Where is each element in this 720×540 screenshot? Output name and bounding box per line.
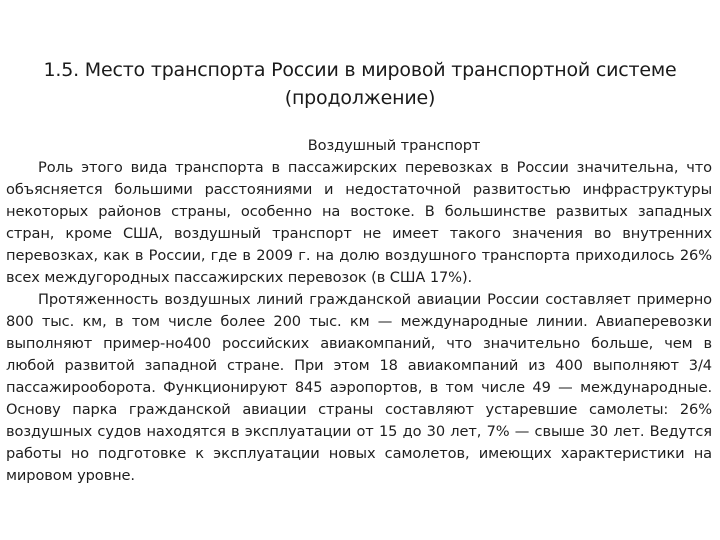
section-subheading: Воздушный транспорт bbox=[307, 137, 481, 154]
paragraph-length: Протяженность воздушных линий гражданской авиации России составляет примерно 800 тыс. км, в том числе более 200 тыс. км — международные линии. Авиаперевозки выполняют пример-но400 российских авиакомпаний, что значительно больше, чем в любой развитой западной стране. При этом 18 авиакомпаний из 400 выполняют 3/4 пассажирооборота. Функционируют 845 аэропортов, в том числе 49 — международные. Основу парка гражданской авиации страны составляют устаревшие самолеты: 26% воздушных судов находятся в эксплуатации от 15 до 30 лет, 7% — свыше 30 лет. Ведутся работы но подготовке к эксплуатации новых самолетов, имеющих характеристики на мировом уровне. bbox=[6, 291, 712, 484]
slide-content bbox=[6, 135, 712, 487]
paragraph-role: Роль этого вида транспорта в пассажирских перевозках в России значительна, что объясняется большими расстояниями и недостаточной развитостью инфраструктуры некоторых районов страны, особенно на востоке. В большинстве развитых западных стран, кроме США, воздушный транспорт не имеет такого значения во внутренних перевозках, как в России, где в 2009 г. на долю воздушного транспорта приходилось 26% всех междугородных пассажирских перевозок (в США 17%). bbox=[6, 159, 712, 286]
title-line-1: 1.5. Место транспорта России в мировой транспортной системе bbox=[43, 59, 677, 81]
title-line-2: (продолжение) bbox=[284, 87, 436, 109]
slide-title bbox=[0, 56, 720, 112]
